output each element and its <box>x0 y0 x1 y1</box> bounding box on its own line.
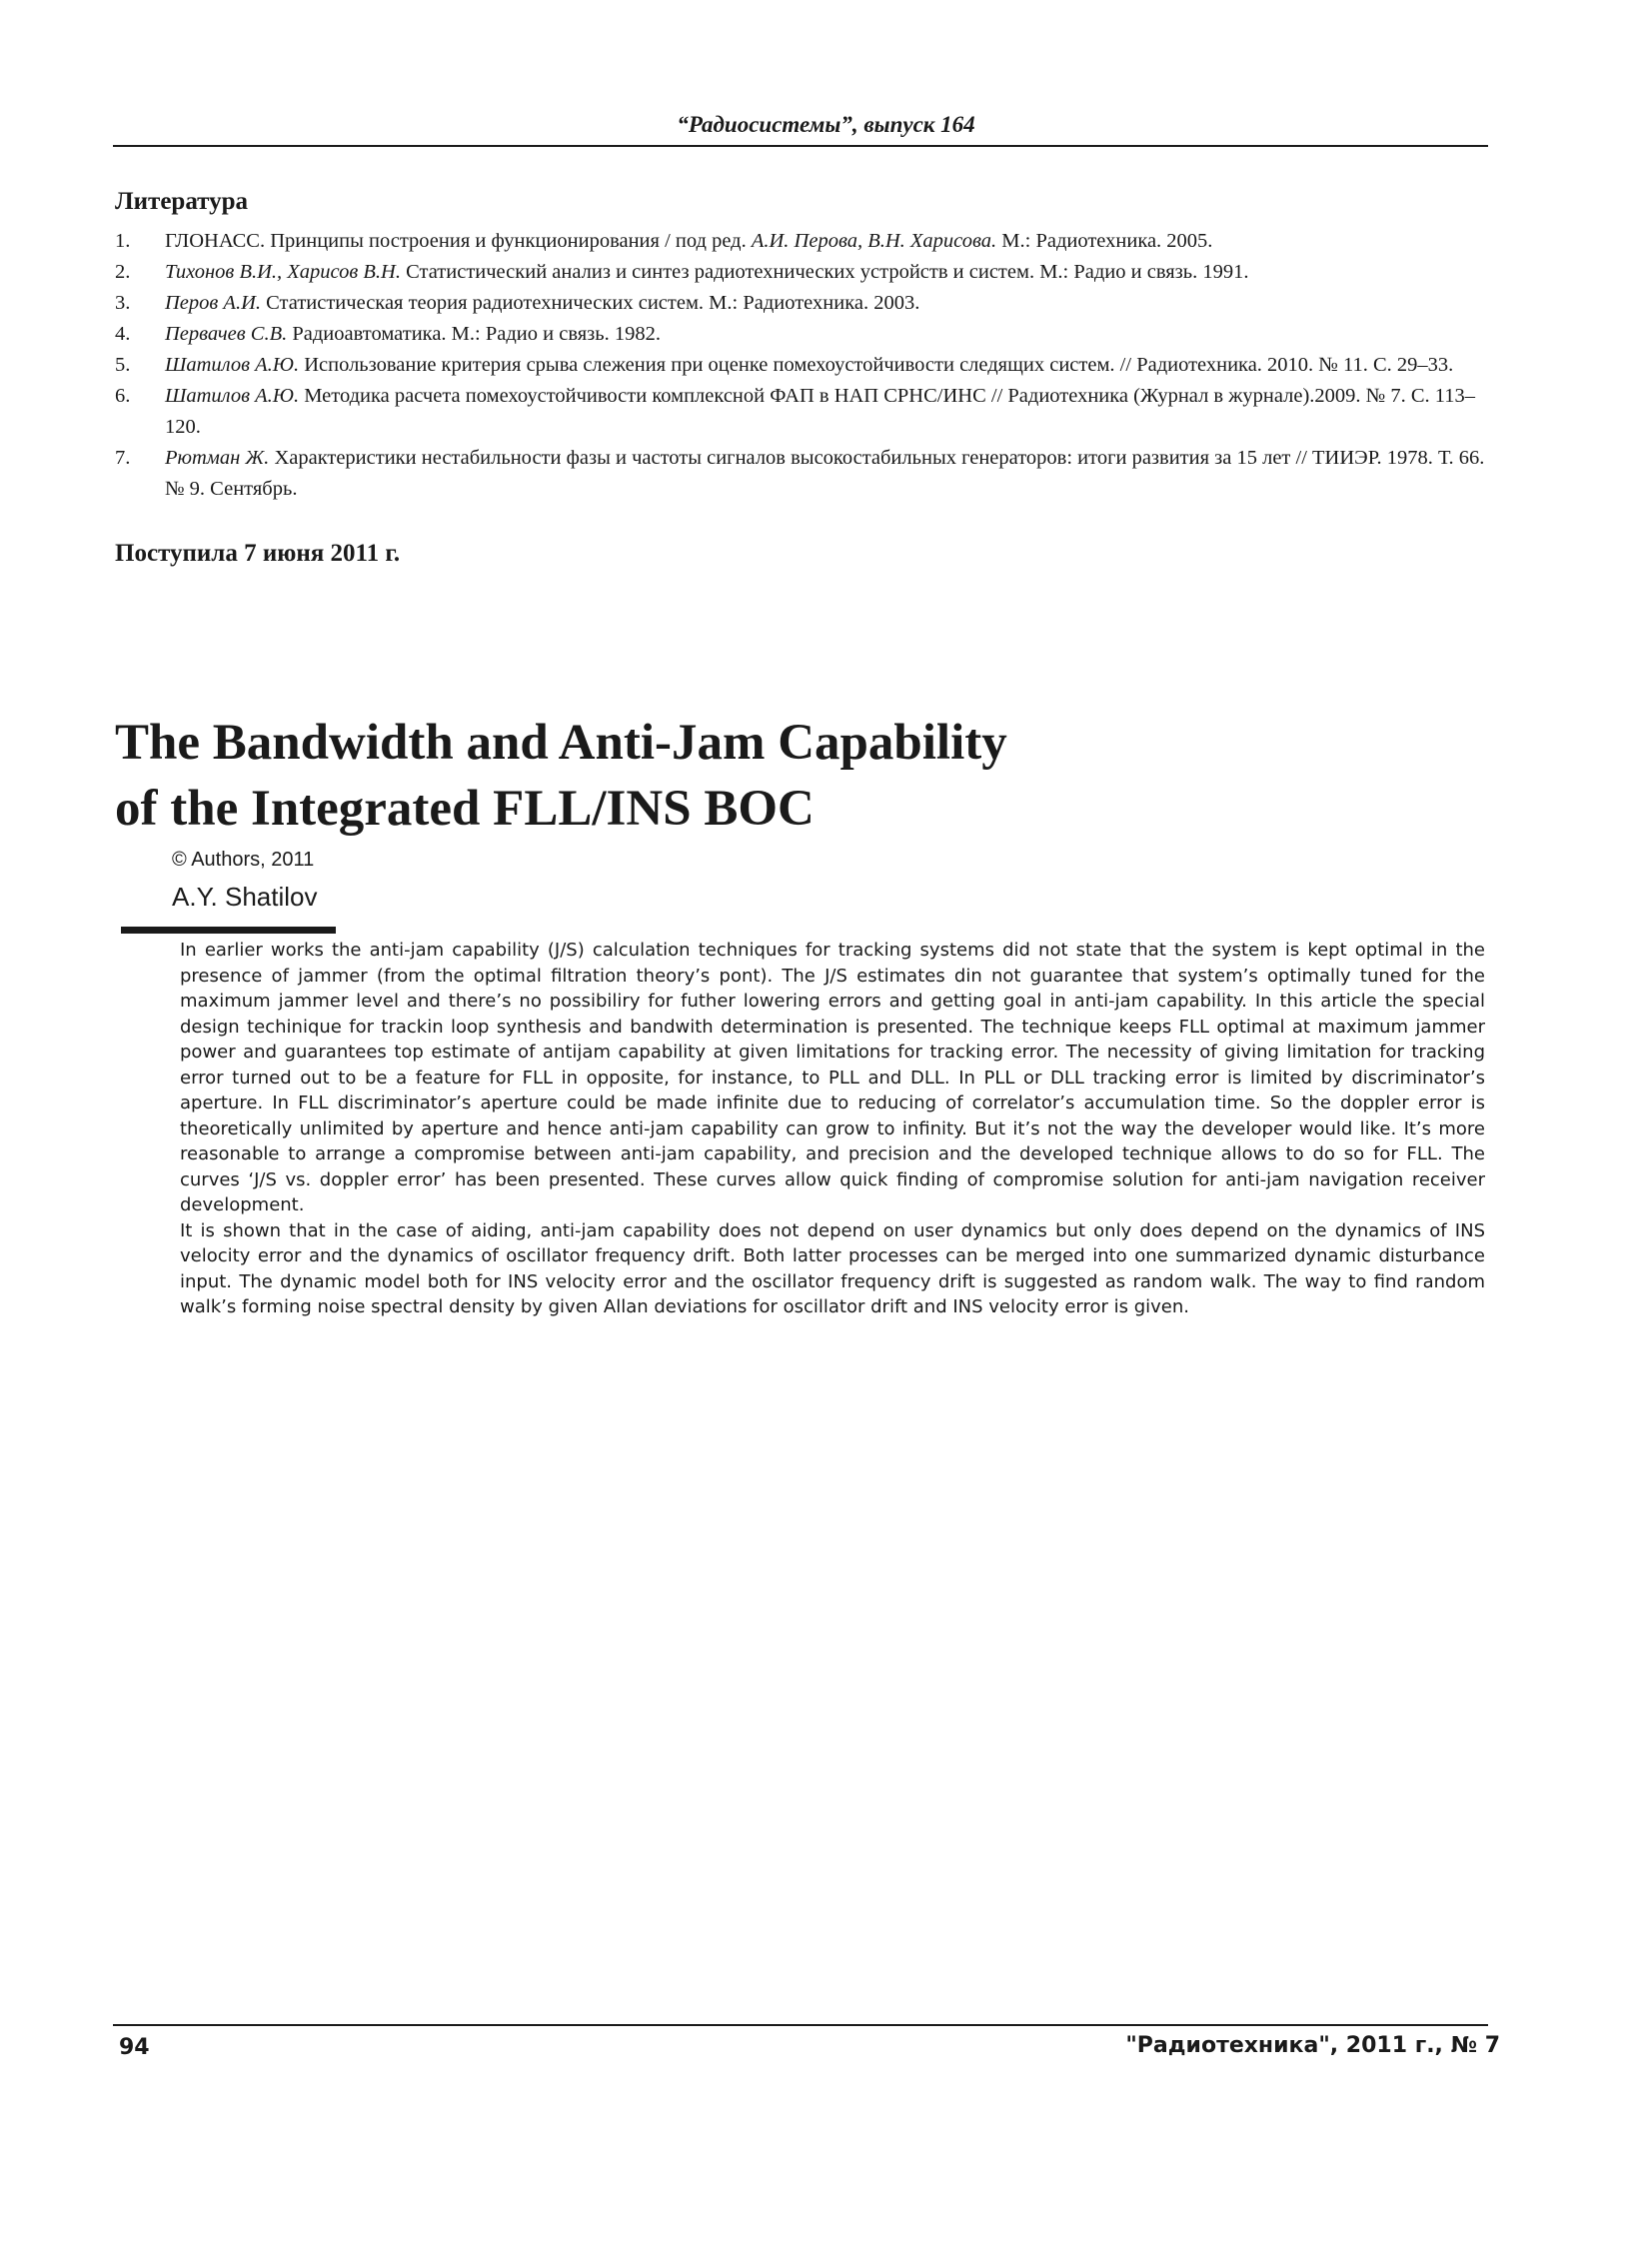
reference-number: 1. <box>115 230 131 252</box>
abstract <box>180 938 1485 1320</box>
reference-prefix: ГЛОНАСС. Принципы построения и функционирования / под ред. <box>165 230 752 252</box>
reference-number: 3. <box>115 292 131 314</box>
running-header: “Радиосистемы”, выпуск 164 <box>677 112 975 137</box>
references-title: Литература <box>115 188 249 215</box>
reference-text: Статистический анализ и синтез радиотехнических устройств и систем. М.: Радио и связь. 1991. <box>400 261 1249 283</box>
copyright-notice: © Authors, 2011 <box>172 849 315 871</box>
author-name: A.Y. Shatilov <box>172 882 318 912</box>
reference-item <box>115 257 1494 288</box>
reference-text: Использование критерия срыва слежения при оценке помехоустойчивости следящих систем. // Радиотехника. 2010. № 11. С. 29–33. <box>299 354 1454 376</box>
reference-authors: Перов А.И. <box>165 292 262 314</box>
reference-text: Характеристики нестабильности фазы и частоты сигналов высокостабильных генераторов: итоги развития за 15 лет // ТИИЭР. 1978. Т. 66. № 9. Сентябрь. <box>165 447 1485 500</box>
reference-item <box>115 319 1494 350</box>
header-rule <box>113 145 1488 147</box>
reference-authors: Шатилов А.Ю. <box>165 385 300 407</box>
reference-item <box>115 443 1494 505</box>
reference-editors: А.И. Перова, В.Н. Харисова. <box>751 230 997 252</box>
reference-text: Статистическая теория радиотехнических систем. М.: Радиотехника. 2003. <box>261 292 920 314</box>
reference-text: Методика расчета помехоустойчивости комплексной ФАП в НАП СРНС/ИНС // Радиотехника (Журнал в журнале).2009. № 7. С. 113–120. <box>165 385 1476 438</box>
article-title <box>115 710 1514 842</box>
page-number: 94 <box>119 2035 150 2060</box>
article-title-line-2: of the Integrated FLL/INS BOC <box>115 781 815 837</box>
reference-authors: Шатилов А.Ю. <box>165 354 300 376</box>
reference-authors: Первачев С.В. <box>165 323 288 345</box>
reference-item <box>115 226 1494 257</box>
received-date: Поступила 7 июня 2011 г. <box>115 540 401 567</box>
author-rule <box>121 927 336 934</box>
reference-text: М.: Радиотехника. 2005. <box>996 230 1213 252</box>
reference-number: 4. <box>115 323 131 345</box>
reference-authors: Тихонов В.И., Харисов В.Н. <box>165 261 401 283</box>
reference-authors: Рютман Ж. <box>165 447 270 469</box>
reference-text: Радиоавтоматика. М.: Радио и связь. 1982. <box>287 323 661 345</box>
abstract-paragraph-1: In earlier works the anti-jam capability (J/S) calculation techniques for tracking systems did not state that the system is kept optimal in the presence of jammer (from the optimal filtration theory’s pont). The J/S estimates din not guarantee that system’s optimally tuned for the maximum jammer level and there’s no possibiliry for futher lowering errors and getting goal in anti-jam capability. In this article the special design techinique for trackin loop synthesis and bandwith determination is presented. The technique keeps FLL optimal at maximum jammer power and guarantees top estimate of antijam capability at given limitations for tracking error. The necessity of giving limitation for tracking error turned out to be a feature for FLL in opposite, for instance, to PLL and DLL. In PLL or DLL tracking error is limited by discriminator’s aperture. In FLL discriminator’s aperture could be made infinite due to reducing of correlator’s accumulation time. So the doppler error is theoretically unlimited by aperture and hence anti-jam capability can grow to infinity. But it’s not the way the developer would like. It’s more reasonable to arrange a compromise between anti-jam capability, and precision and the developed technique allows to do so for FLL. The curves ‘J/S vs. doppler error’ has been presented. These curves allow quick finding of compromise solution for anti-jam navigation receiver development. <box>180 940 1485 1215</box>
reference-item <box>115 288 1494 319</box>
reference-number: 7. <box>115 447 131 469</box>
abstract-paragraph-2: It is shown that in the case of aiding, anti-jam capability does not depend on user dynamics but only does depend on the dynamics of INS velocity error and the dynamics of oscillator frequency drift. Both latter processes can be merged into one summarized dynamic disturbance input. The dynamic model both for INS velocity error and the oscillator frequency drift is suggested as random walk. The way to find random walk’s forming noise spectral density by given Allan deviations for oscillator drift and INS velocity error is given. <box>180 1219 1485 1317</box>
reference-item <box>115 350 1494 381</box>
footer-rule <box>113 2024 1488 2026</box>
article-title-line-1: The Bandwidth and Anti-Jam Capability <box>115 715 1007 771</box>
references-list <box>115 226 1494 505</box>
reference-number: 5. <box>115 354 131 376</box>
journal-footer: "Радиотехника", 2011 г., № 7 <box>1125 2033 1500 2058</box>
reference-number: 2. <box>115 261 131 283</box>
reference-item <box>115 381 1494 443</box>
reference-number: 6. <box>115 385 131 407</box>
